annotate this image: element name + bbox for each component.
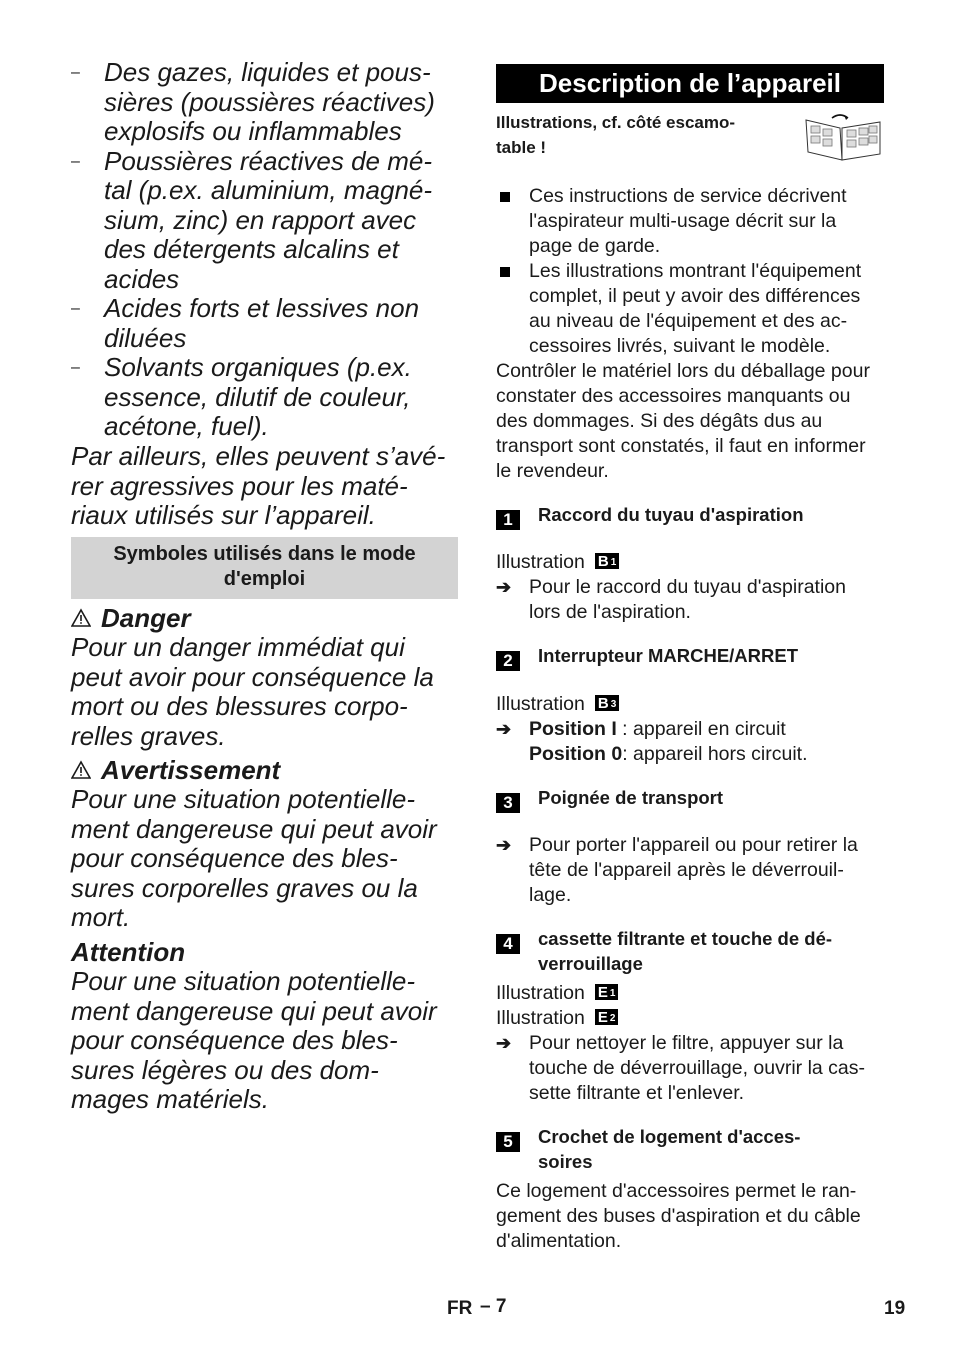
danger-text: Pour un danger immédiat qui peut avoir pour conséquence la mort ou des blessures corpo- relles graves. (71, 632, 434, 751)
illustration-ref: Illustration E 2 (496, 1006, 884, 1031)
section-title: Description de l’appareil (496, 64, 884, 103)
list-item: – Poussières réactives de mé- tal (p.ex. aluminium, magné- sium, zinc) en rapport avec des détergents alcalins et acides (71, 145, 433, 294)
list-item: – Solvants organiques (p.ex. essence, dilutif de couleur, acétone, fuel). (71, 352, 412, 441)
item-5-text: Ce logement d'accessoires permet le ran- gement des buses d'aspiration et du câble d'alimentation. (496, 1180, 861, 1252)
page-number: 19 (884, 1298, 906, 1319)
bullet-square-icon (500, 267, 510, 277)
attention-heading: Attention (71, 937, 186, 967)
warning-heading: Avertissement (71, 755, 459, 785)
aggressive-materials-note: Par ailleurs, elles peuvent s’avé- rer agressives pour les maté- riaux utilisés sur l’appareil. (71, 441, 446, 530)
item-number-badge: 5 (496, 1132, 520, 1152)
item-number-badge: 1 (496, 510, 520, 530)
figure-badge: E 1 (595, 984, 619, 1000)
warning-text: Pour une situation potentielle- ment dangereuse qui peut avoir pour conséquence des bles- sures corporelles graves ou la mort. (71, 784, 437, 932)
item-number-badge: 3 (496, 793, 520, 813)
list-item: Ces instructions de service décrivent l'aspirateur multi-usage décrit sur la page de garde. (496, 184, 884, 259)
hazard-list (71, 58, 459, 442)
info-bullets (496, 184, 884, 359)
item-3-heading: 3 Poignée de transport (496, 785, 884, 810)
illustrations-note: Illustrations, cf. côté escamo- table ! (496, 113, 736, 157)
arrow-item: ➔ Position I : appareil en circuit Position 0: appareil hors circuit. (496, 718, 808, 765)
warning-block (71, 755, 459, 933)
item-2-heading: 2 Interrupteur MARCHE/ARRET (496, 643, 884, 668)
arrow-right-icon: ➔ (496, 719, 512, 739)
list-item: Les illustrations montrant l'équipement complet, il peut y avoir des différences au niveau de l'équipement et des ac- cessoires livrés, suivant le modèle. (496, 259, 884, 359)
figure-badge: B 3 (595, 695, 619, 711)
check-material-paragraph: Contrôler le matériel lors du déballage pour constater des accessoires manquants ou des dommages. Si des dégâts dus au transport sont constatés, il faut en informer le revendeur. (496, 360, 870, 482)
symbols-heading: Symboles utilisés dans le mode d'emploi (71, 537, 458, 599)
bullet-square-icon (500, 192, 510, 202)
item-4-heading: 4 cassette filtrante et touche de dé- verrouillage (496, 926, 884, 976)
item-number-badge: 4 (496, 934, 520, 954)
open-book-icon (802, 112, 884, 164)
illustration-ref: Illustration E 1 (496, 981, 884, 1006)
arrow-right-icon: ➔ (496, 835, 512, 855)
arrow-item: ➔ Pour le raccord du tuyau d'aspiration lors de l'aspiration. (496, 576, 846, 623)
illustration-ref: Illustration B 3 (496, 692, 884, 717)
attention-block (71, 937, 459, 1115)
danger-block (71, 603, 459, 751)
item-1-heading: 1 Raccord du tuyau d'aspiration (496, 502, 884, 527)
arrow-right-icon: ➔ (496, 1033, 512, 1053)
item-number-badge: 2 (496, 651, 520, 671)
warning-triangle-icon (71, 760, 91, 780)
item-5-heading: 5 Crochet de logement d'acces- soires (496, 1124, 884, 1174)
arrow-item: ➔ Pour porter l'appareil ou pour retirer la tête de l'appareil après le déverrouil- lage. (496, 834, 858, 906)
arrow-right-icon: ➔ (496, 577, 512, 597)
danger-heading: Danger (71, 603, 459, 633)
list-item: – Des gazes, liquides et pous- sières (poussières réactives) explosifs ou inflammables (71, 57, 435, 146)
illustration-ref: Illustration B 1 (496, 550, 884, 575)
figure-badge: B 1 (595, 553, 619, 569)
footer-section-page: – 7 (480, 1296, 507, 1317)
figure-badge: E 2 (595, 1009, 619, 1025)
list-item: – Acides forts et lessives non diluées (71, 293, 420, 353)
arrow-item: ➔ Pour nettoyer le filtre, appuyer sur la touche de déverrouillage, ouvrir la cas- sette filtrante et l'enlever. (496, 1032, 866, 1104)
warning-triangle-icon (71, 608, 91, 628)
attention-text: Pour une situation potentielle- ment dangereuse qui peut avoir pour conséquence des bles- sures légères ou des dom- mages matériels. (71, 966, 437, 1114)
footer-language: FR (447, 1298, 473, 1319)
